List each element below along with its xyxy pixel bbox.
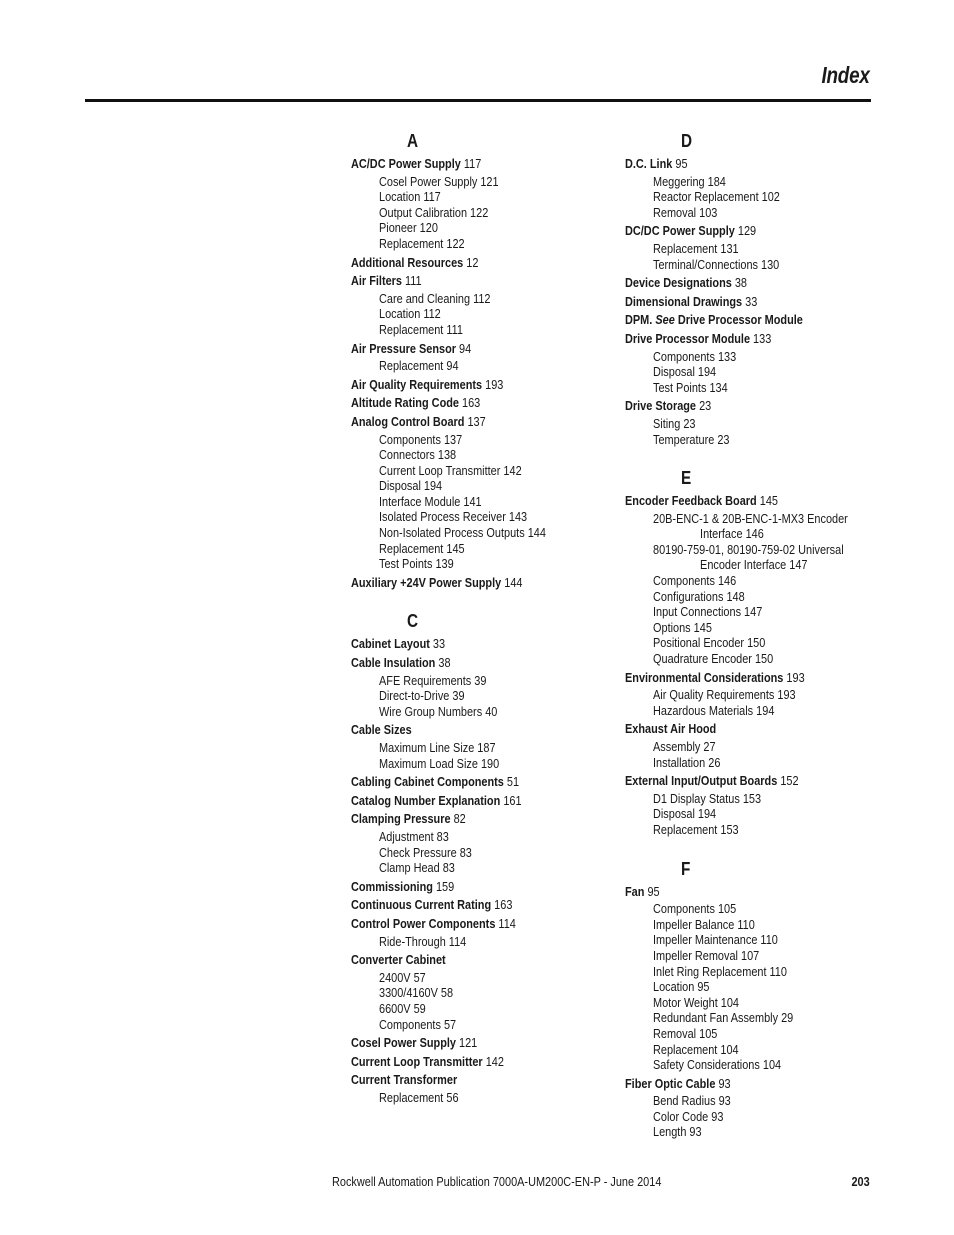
section-letter: E xyxy=(681,468,692,489)
index-entry xyxy=(625,156,885,220)
subentry: Components 146 xyxy=(653,573,737,589)
index-term xyxy=(351,655,569,671)
subentry: Redundant Fan Assembly 29 xyxy=(653,1010,794,1026)
index-term xyxy=(351,879,569,895)
term-label: Fiber Optic Cable xyxy=(625,1075,716,1091)
subentry: Care and Cleaning 112 xyxy=(379,290,491,306)
page-title: Index xyxy=(821,62,870,88)
index-entry xyxy=(625,884,885,1073)
term-label: Cable Sizes xyxy=(351,722,412,738)
subentry-list xyxy=(653,241,885,272)
index-term xyxy=(625,294,843,310)
subentry: Temperature 23 xyxy=(653,431,730,447)
index-section xyxy=(625,467,885,837)
index-entry xyxy=(351,897,611,913)
term-label: Current Transformer xyxy=(351,1072,458,1088)
page-reference: 117 xyxy=(463,156,482,171)
page-reference: 163 xyxy=(494,897,513,913)
subentry: Current Loop Transmitter 142 xyxy=(379,462,522,478)
subentry-list xyxy=(653,1093,885,1140)
section-letter: A xyxy=(407,131,419,151)
subentry: Disposal 194 xyxy=(653,364,717,380)
subentry: Quadrature Encoder 150 xyxy=(653,651,774,667)
index-term xyxy=(351,952,569,968)
page-reference: 38 xyxy=(438,655,451,671)
index-entry xyxy=(625,721,885,770)
subentry: Motor Weight 104 xyxy=(653,994,739,1010)
index-term xyxy=(625,331,843,347)
index-term xyxy=(351,636,569,652)
term-label: Current Loop Transmitter xyxy=(351,1053,483,1069)
index-entry xyxy=(351,722,611,771)
subentry: Length 93 xyxy=(653,1124,702,1140)
subentry-list xyxy=(379,291,611,338)
index-entry xyxy=(351,575,611,591)
page-reference: 159 xyxy=(435,878,455,894)
index-entry xyxy=(351,377,611,393)
subentry: Inlet Ring Replacement 110 xyxy=(653,963,787,979)
index-term xyxy=(351,774,569,790)
index-section xyxy=(625,130,885,447)
index-term xyxy=(351,575,569,591)
subentry: Isolated Process Receiver 143 xyxy=(379,509,528,525)
subentry: 3300/4160V 58 xyxy=(379,985,454,1001)
page-reference: 12 xyxy=(466,254,479,270)
subentry: Cosel Power Supply 121 xyxy=(379,173,499,189)
subentry-list xyxy=(653,511,885,667)
term-label: Drive Storage xyxy=(625,398,697,414)
subentry-list xyxy=(653,349,885,396)
subentry: Components 137 xyxy=(379,431,463,447)
term-label: DPM. xyxy=(625,312,653,328)
index-term xyxy=(351,722,569,738)
index-entry xyxy=(625,1076,885,1140)
index-term xyxy=(351,377,569,393)
subentry: Installation 26 xyxy=(653,754,721,770)
page-reference: 94 xyxy=(459,340,472,356)
index-entry xyxy=(625,670,885,719)
subentry: Replacement 145 xyxy=(379,540,465,556)
subentry xyxy=(653,542,848,573)
subentry: Impeller Balance 110 xyxy=(653,916,755,932)
subentry-line: 20B-ENC-1 & 20B-ENC-1-MX3 Encoder xyxy=(653,510,848,526)
subentry: Replacement 94 xyxy=(379,358,459,374)
subentry: Replacement 104 xyxy=(653,1041,739,1057)
subentry: Disposal 194 xyxy=(653,806,717,822)
subentry: Meggering 184 xyxy=(653,173,726,189)
index-section xyxy=(351,130,611,590)
footer-publication: Rockwell Automation Publication 7000A-UM200C-EN-P - June 2014 xyxy=(332,1174,662,1189)
page-reference: 111 xyxy=(405,273,422,289)
subentry-list xyxy=(653,791,885,838)
page-reference: 33 xyxy=(745,293,758,309)
subentry-list xyxy=(379,174,611,252)
index-entry xyxy=(625,493,885,667)
index-term xyxy=(625,156,843,172)
index-entry xyxy=(625,275,885,291)
page-reference: 161 xyxy=(503,792,522,808)
index-entry xyxy=(351,952,611,1032)
page-reference: 121 xyxy=(459,1035,478,1051)
page-reference: 95 xyxy=(675,156,688,171)
subentry xyxy=(653,511,848,542)
subentry: Components 133 xyxy=(653,348,737,364)
term-label: Additional Resources xyxy=(351,254,464,270)
index-column-right xyxy=(625,130,885,1160)
index-entry xyxy=(351,414,611,572)
term-label: Fan xyxy=(625,883,645,899)
page-number: 203 xyxy=(851,1174,870,1189)
index-entry xyxy=(351,255,611,271)
index-entry xyxy=(625,331,885,395)
subentry: Air Quality Requirements 193 xyxy=(653,687,796,703)
index-term xyxy=(351,156,569,172)
page-reference: 163 xyxy=(462,395,481,411)
index-term xyxy=(351,1035,569,1051)
index-term xyxy=(351,897,569,913)
term-label: Environmental Considerations xyxy=(625,669,784,685)
page-reference: 142 xyxy=(485,1053,504,1069)
index-entry xyxy=(625,312,885,328)
index-column-left xyxy=(351,130,611,1125)
term-label: Air Pressure Sensor xyxy=(351,340,457,356)
subentry: Replacement 131 xyxy=(653,240,739,256)
page-reference: 133 xyxy=(753,330,772,346)
index-entry xyxy=(351,811,611,875)
term-label: Dimensional Drawings xyxy=(625,293,743,309)
index-term xyxy=(351,341,569,357)
subentry-list xyxy=(379,1090,611,1106)
index-term xyxy=(351,1072,569,1088)
subentry: Impeller Maintenance 110 xyxy=(653,932,778,948)
term-label: Cabling Cabinet Components xyxy=(351,774,504,790)
index-entry xyxy=(351,916,611,949)
index-term xyxy=(351,811,569,827)
subentry: Removal 105 xyxy=(653,1025,718,1041)
index-term xyxy=(351,1054,569,1070)
subentry: Wire Group Numbers 40 xyxy=(379,703,498,719)
index-entry xyxy=(351,793,611,809)
index-term xyxy=(625,398,843,414)
term-label: Air Quality Requirements xyxy=(351,376,483,392)
subentry: Disposal 194 xyxy=(379,478,443,494)
subentry: Siting 23 xyxy=(653,415,696,431)
subentry: Color Code 93 xyxy=(653,1108,724,1124)
subentry: Replacement 111 xyxy=(379,321,463,337)
subentry: Positional Encoder 150 xyxy=(653,635,766,651)
index-term xyxy=(351,255,569,271)
subentry: 6600V 59 xyxy=(379,1000,426,1016)
index-entry xyxy=(351,395,611,411)
term-label: Air Filters xyxy=(351,273,402,289)
index-term xyxy=(351,414,569,430)
term-label: Control Power Components xyxy=(351,915,496,931)
section-letter: F xyxy=(681,858,691,879)
subentry: Pioneer 120 xyxy=(379,220,438,236)
index-term xyxy=(625,312,843,328)
subentry: Impeller Removal 107 xyxy=(653,947,760,963)
page-reference: 82 xyxy=(453,811,466,827)
subentry-list xyxy=(379,970,611,1032)
index-entry xyxy=(351,636,611,652)
index-term xyxy=(625,223,843,239)
index-term xyxy=(351,793,569,809)
subentry: Assembly 27 xyxy=(653,739,716,754)
index-section xyxy=(625,858,885,1141)
index-section xyxy=(351,610,611,1105)
index-term xyxy=(351,273,569,289)
subentry: Removal 103 xyxy=(653,204,718,220)
subentry: Replacement 56 xyxy=(379,1089,459,1105)
term-label: Encoder Feedback Board xyxy=(625,493,757,509)
subentry-list xyxy=(379,934,611,950)
page-reference: 33 xyxy=(432,636,446,652)
see-reference: See xyxy=(655,312,675,328)
subentry: Location 112 xyxy=(379,306,441,322)
index-entry xyxy=(351,273,611,337)
term-label: D.C. Link xyxy=(625,156,673,171)
index-term xyxy=(625,1076,843,1092)
subentry-list xyxy=(653,687,885,718)
page-reference: 193 xyxy=(786,669,805,685)
index-entry xyxy=(351,1072,611,1105)
term-label: Altitude Rating Code xyxy=(351,395,459,411)
index-entry xyxy=(625,398,885,447)
subentry: Location 95 xyxy=(653,979,710,995)
index-term xyxy=(351,395,569,411)
index-entry xyxy=(351,879,611,895)
page-reference: 144 xyxy=(504,574,523,590)
term-label: Cabinet Layout xyxy=(351,636,430,652)
subentry: 2400V 57 xyxy=(379,969,426,985)
subentry: Replacement 122 xyxy=(379,235,465,251)
term-label: Exhaust Air Hood xyxy=(625,721,717,737)
term-label: Device Designations xyxy=(625,275,732,291)
term-label: Cosel Power Supply xyxy=(351,1035,456,1051)
term-label: Clamping Pressure xyxy=(351,811,451,827)
page-reference: 152 xyxy=(780,773,799,789)
header-rule xyxy=(85,99,871,102)
subentry: Direct-to-Drive 39 xyxy=(379,688,465,704)
page-reference: 93 xyxy=(718,1075,731,1091)
subentry: Maximum Line Size 187 xyxy=(379,740,496,755)
index-term xyxy=(625,493,843,509)
subentry: Components 57 xyxy=(379,1016,457,1032)
subentry: Components 105 xyxy=(653,901,737,917)
subentry: Clamp Head 83 xyxy=(379,860,455,876)
subentry: Input Connections 147 xyxy=(653,604,763,620)
term-label: Continuous Current Rating xyxy=(351,897,492,913)
page-reference: 114 xyxy=(498,915,516,931)
term-label: Cable Insulation xyxy=(351,655,436,671)
subentry-line: 80190-759-01, 80190-759-02 Universal xyxy=(653,541,844,557)
subentry-list xyxy=(379,740,611,771)
subentry: Adjustment 83 xyxy=(379,828,449,844)
index-entry xyxy=(625,294,885,310)
subentry-list xyxy=(379,673,611,720)
term-label: AC/DC Power Supply xyxy=(351,156,461,171)
subentry: Non-Isolated Process Outputs 144 xyxy=(379,525,546,541)
index-entry xyxy=(351,156,611,252)
index-entry xyxy=(625,773,885,837)
page-reference: 38 xyxy=(734,275,748,291)
subentry-list xyxy=(379,829,611,876)
page-reference: 145 xyxy=(759,493,778,509)
see-target: Drive Processor Module xyxy=(677,312,803,328)
subentry: Configurations 148 xyxy=(653,588,745,604)
page-reference: 193 xyxy=(485,376,504,392)
page-reference: 23 xyxy=(699,398,712,414)
page-reference: 51 xyxy=(506,774,520,790)
subentry-list xyxy=(653,416,885,447)
subentry-list xyxy=(379,432,611,572)
index-entry xyxy=(351,1035,611,1051)
index-entry xyxy=(625,223,885,272)
index-entry xyxy=(351,774,611,790)
term-label: Catalog Number Explanation xyxy=(351,792,501,808)
term-label: Analog Control Board xyxy=(351,413,465,429)
page-reference: 129 xyxy=(737,223,757,239)
subentry: Safety Considerations 104 xyxy=(653,1057,782,1073)
term-label: Converter Cabinet xyxy=(351,952,446,968)
subentry: Bend Radius 93 xyxy=(653,1093,731,1109)
subentry: Hazardous Materials 194 xyxy=(653,702,775,718)
subentry: Check Pressure 83 xyxy=(379,844,472,860)
subentry-list xyxy=(379,358,611,374)
section-letter: C xyxy=(407,611,419,632)
subentry-list xyxy=(653,901,885,1073)
subentry: Location 117 xyxy=(379,189,441,205)
subentry-list xyxy=(653,174,885,221)
page-reference: 95 xyxy=(647,883,660,899)
term-label: Drive Processor Module xyxy=(625,330,751,346)
term-label: Commissioning xyxy=(351,878,433,894)
subentry-continuation: Interface 146 xyxy=(700,526,764,542)
subentry: Test Points 134 xyxy=(653,379,728,395)
term-label: Auxiliary +24V Power Supply xyxy=(351,574,502,590)
subentry: Output Calibration 122 xyxy=(379,204,489,220)
term-label: DC/DC Power Supply xyxy=(625,223,735,239)
index-term xyxy=(625,884,843,900)
index-entry xyxy=(351,655,611,719)
page-reference: 137 xyxy=(467,413,486,429)
subentry: Test Points 139 xyxy=(379,556,454,572)
term-label: External Input/Output Boards xyxy=(625,773,778,789)
subentry-continuation: Encoder Interface 147 xyxy=(700,557,808,573)
index-term xyxy=(351,916,569,932)
subentry-list xyxy=(653,739,885,770)
subentry: Maximum Load Size 190 xyxy=(379,755,500,771)
index-term xyxy=(625,773,843,789)
index-entry xyxy=(351,1054,611,1070)
subentry: Reactor Replacement 102 xyxy=(653,189,780,205)
index-entry xyxy=(351,341,611,374)
index-term xyxy=(625,670,843,686)
subentry: Replacement 153 xyxy=(653,821,739,837)
subentry: Options 145 xyxy=(653,619,712,635)
section-letter: D xyxy=(681,131,693,151)
subentry: Connectors 138 xyxy=(379,447,457,463)
subentry: Interface Module 141 xyxy=(379,493,482,509)
subentry: Ride-Through 114 xyxy=(379,933,467,949)
subentry: D1 Display Status 153 xyxy=(653,790,762,806)
subentry: AFE Requirements 39 xyxy=(379,672,487,688)
index-term xyxy=(625,275,843,291)
subentry: Terminal/Connections 130 xyxy=(653,256,780,272)
index-term xyxy=(625,721,843,737)
